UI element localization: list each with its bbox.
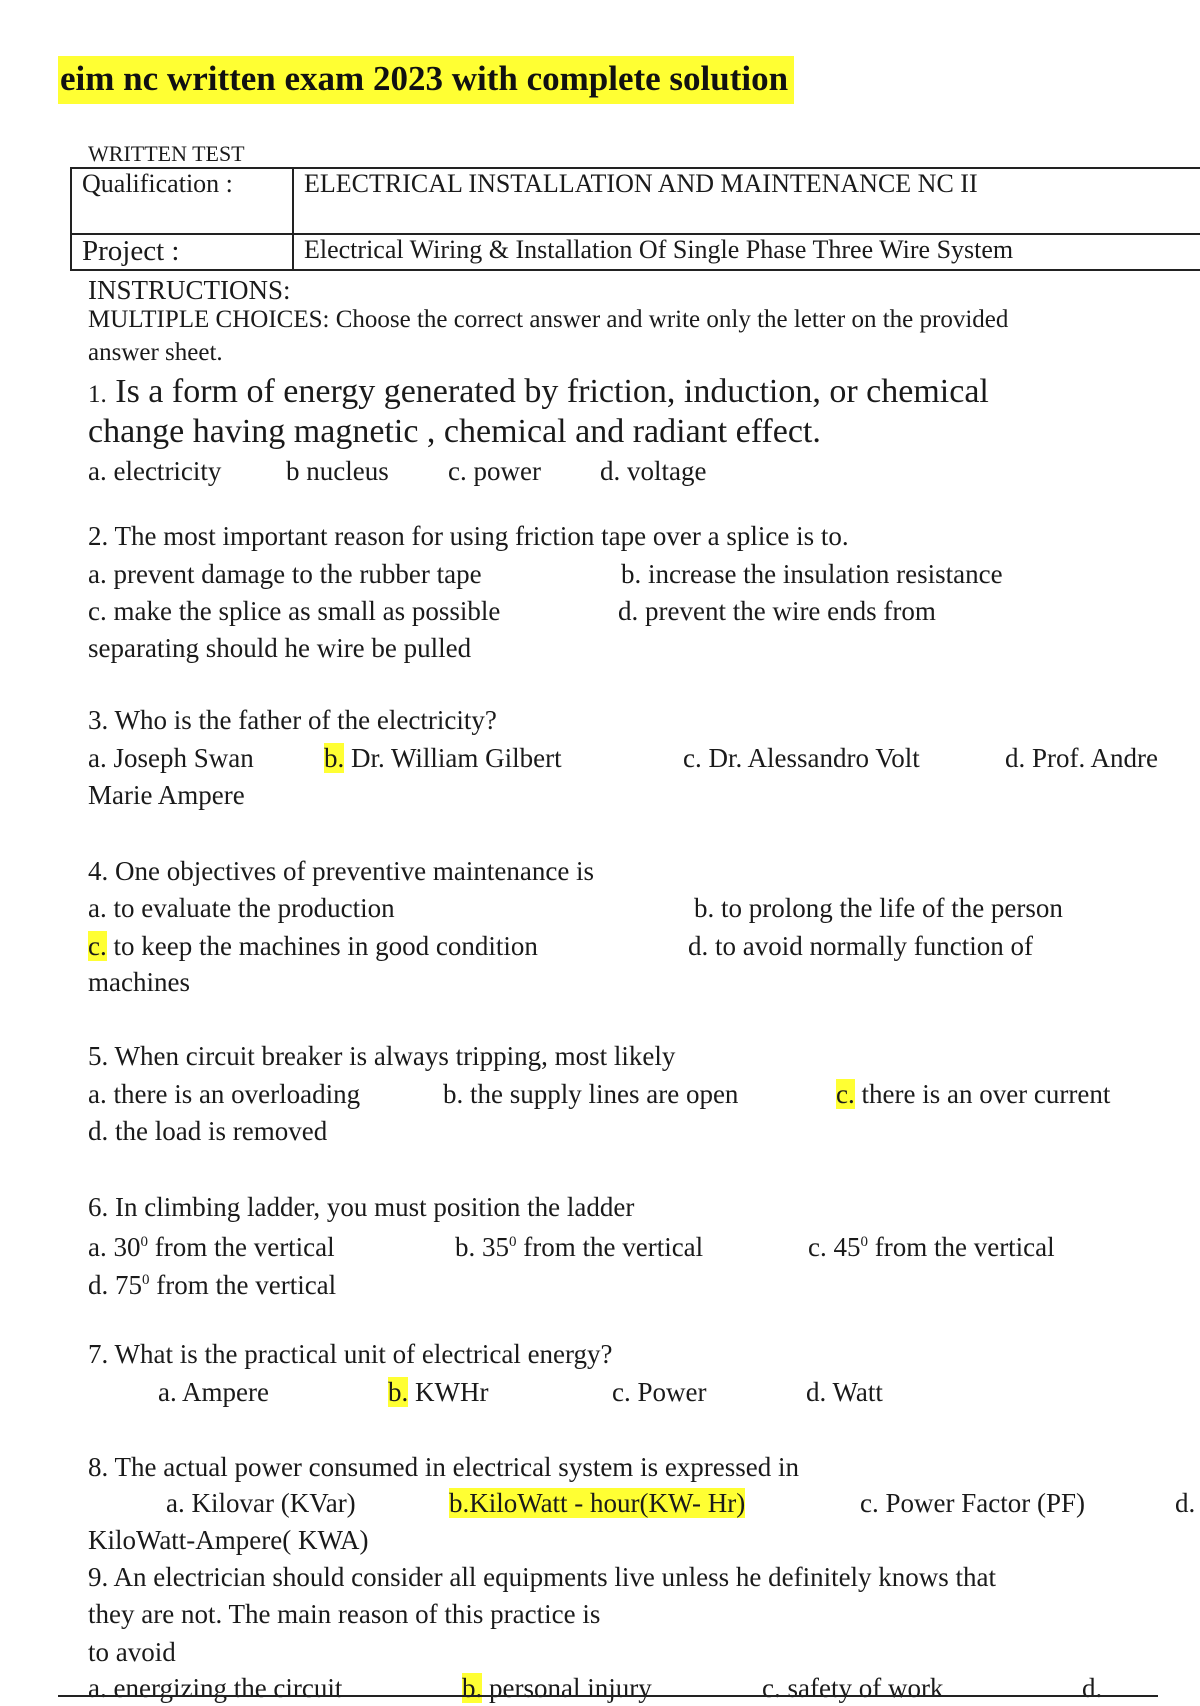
info-table [70, 167, 1200, 271]
question-9-line1: 9. An electrician should consider all equipments live unless he definitely knows that [88, 1562, 997, 1592]
q5-option-c [836, 1076, 1110, 1112]
q8-option-d-continued: KiloWatt-Ampere( KWA) [88, 1525, 369, 1555]
question-4-text: 4. One objectives of preventive maintenance is [88, 856, 595, 886]
q8-option-a: a. Kilovar (KVar) [166, 1488, 356, 1518]
q1-option-b: b nucleus [286, 456, 389, 486]
q6-d-value: d. 75 [88, 1270, 142, 1300]
q3-option-b [324, 740, 562, 776]
q8-answer-highlight [449, 1488, 745, 1518]
q6-c-degree: 0 [860, 1234, 868, 1250]
project-value: Electrical Wiring & Installation Of Single Phase Three Wire System [293, 234, 1200, 270]
q3-option-d-continued: Marie Ampere [88, 780, 245, 810]
q5-option-c-text: there is an over current [854, 1079, 1111, 1109]
qualification-label: Qualification : [71, 168, 293, 234]
bottom-divider [58, 1695, 1158, 1697]
q8-option-b [449, 1485, 745, 1521]
q7-option-c: c. Power [612, 1377, 707, 1407]
q7-option-d: d. Watt [806, 1377, 883, 1407]
q6-c-suffix: from the vertical [867, 1232, 1055, 1262]
q3-option-a: a. Joseph Swan [88, 743, 254, 773]
q3-answer-highlight: b. [324, 743, 345, 773]
q3-option-b-text: Dr. William Gilbert [344, 743, 562, 773]
q9-option-a: a. energizing the circuit [88, 1673, 343, 1703]
instructions-line2: answer sheet. [88, 339, 223, 366]
question-9-line2: they are not. The main reason of this practice is [88, 1599, 601, 1629]
q8-option-b-text: KiloWatt - hour(KW- Hr) [469, 1488, 746, 1518]
project-label: Project : [71, 234, 293, 270]
question-1-text: Is a form of energy generated by friction, induction, or chemical [115, 373, 989, 410]
q3-option-d: d. Prof. Andre [1005, 743, 1158, 773]
q8-option-b-letter: b. [449, 1488, 470, 1518]
q4-option-c [88, 928, 538, 964]
q4-answer-highlight: c. [88, 931, 107, 961]
q8-option-c: c. Power Factor (PF) [860, 1488, 1085, 1518]
question-7-text: 7. What is the practical unit of electrical energy? [88, 1339, 613, 1369]
q1-option-d: d. voltage [600, 456, 707, 486]
question-2-text: 2. The most important reason for using friction tape over a splice is to. [88, 521, 849, 551]
q6-b-suffix: from the vertical [516, 1232, 704, 1262]
q6-b-value: b. 35 [455, 1232, 509, 1262]
question-1-number: 1. [88, 381, 107, 408]
q5-option-d: d. the load is removed [88, 1116, 328, 1146]
q4-option-a: a. to evaluate the production [88, 893, 395, 923]
question-9-line3: to avoid [88, 1637, 176, 1667]
q6-d-suffix: from the vertical [149, 1270, 337, 1300]
question-1-line2: change having magnetic , chemical and radiant effect. [88, 413, 821, 450]
question-8-text: 8. The actual power consumed in electrical system is expressed in [88, 1452, 800, 1482]
q8-option-d: d. [1175, 1488, 1196, 1518]
instructions-heading: INSTRUCTIONS: [88, 275, 291, 305]
q1-option-c: c. power [448, 456, 541, 486]
q6-option-b [455, 1224, 703, 1265]
q7-answer-highlight: b. [388, 1377, 409, 1407]
q3-option-c: c. Dr. Alessandro Volt [683, 743, 920, 773]
question-3-text: 3. Who is the father of the electricity? [88, 705, 497, 735]
q6-d-degree: 0 [142, 1272, 150, 1288]
q6-option-c [808, 1224, 1055, 1265]
q4-option-d-continued: machines [88, 967, 190, 997]
q2-option-d-continued: separating should he wire be pulled [88, 633, 472, 663]
q4-option-b: b. to prolong the life of the person [694, 893, 1063, 923]
q9-option-d: d. [1082, 1673, 1103, 1703]
q2-option-d: d. prevent the wire ends from [618, 596, 936, 626]
q6-a-degree: 0 [140, 1234, 148, 1250]
q1-option-a: a. electricity [88, 456, 222, 486]
q9-answer-highlight: b. [462, 1673, 483, 1703]
q6-option-a [88, 1224, 335, 1265]
question-5-text: 5. When circuit breaker is always tripping, most likely [88, 1041, 676, 1071]
q6-b-degree: 0 [509, 1234, 517, 1250]
q5-option-a: a. there is an overloading [88, 1079, 361, 1109]
page-title: eim nc written exam 2023 with complete solution [58, 56, 794, 104]
q7-option-a: a. Ampere [158, 1377, 269, 1407]
q2-option-a: a. prevent damage to the rubber tape [88, 559, 482, 589]
q5-option-b: b. the supply lines are open [443, 1079, 739, 1109]
q2-option-c: c. make the splice as small as possible [88, 596, 501, 626]
q6-a-value: a. 30 [88, 1232, 141, 1262]
q5-answer-highlight: c. [836, 1079, 855, 1109]
q9-option-c: c. safety of work [762, 1673, 944, 1703]
q9-option-b [462, 1670, 652, 1706]
q7-option-b [388, 1374, 488, 1410]
q2-option-b: b. increase the insulation resistance [621, 559, 1003, 589]
written-test-label: WRITTEN TEST [88, 141, 245, 166]
q6-c-value: c. 45 [808, 1232, 861, 1262]
qualification-row [71, 168, 1200, 234]
q4-option-c-text: to keep the machines in good condition [106, 931, 538, 961]
q9-option-b-text: personal injury [482, 1673, 652, 1703]
question-1-line1 [88, 372, 989, 415]
q6-a-suffix: from the vertical [147, 1232, 335, 1262]
q4-option-d: d. to avoid normally function of [688, 931, 1033, 961]
q6-option-d [88, 1262, 336, 1303]
question-6-text: 6. In climbing ladder, you must position the ladder [88, 1192, 635, 1222]
qualification-value: ELECTRICAL INSTALLATION AND MAINTENANCE NC II [293, 168, 1200, 234]
q7-option-b-text: KWHr [408, 1377, 489, 1407]
instructions-line1: MULTIPLE CHOICES: Choose the correct answer and write only the letter on the provided [88, 306, 1009, 333]
project-row [71, 234, 1200, 270]
